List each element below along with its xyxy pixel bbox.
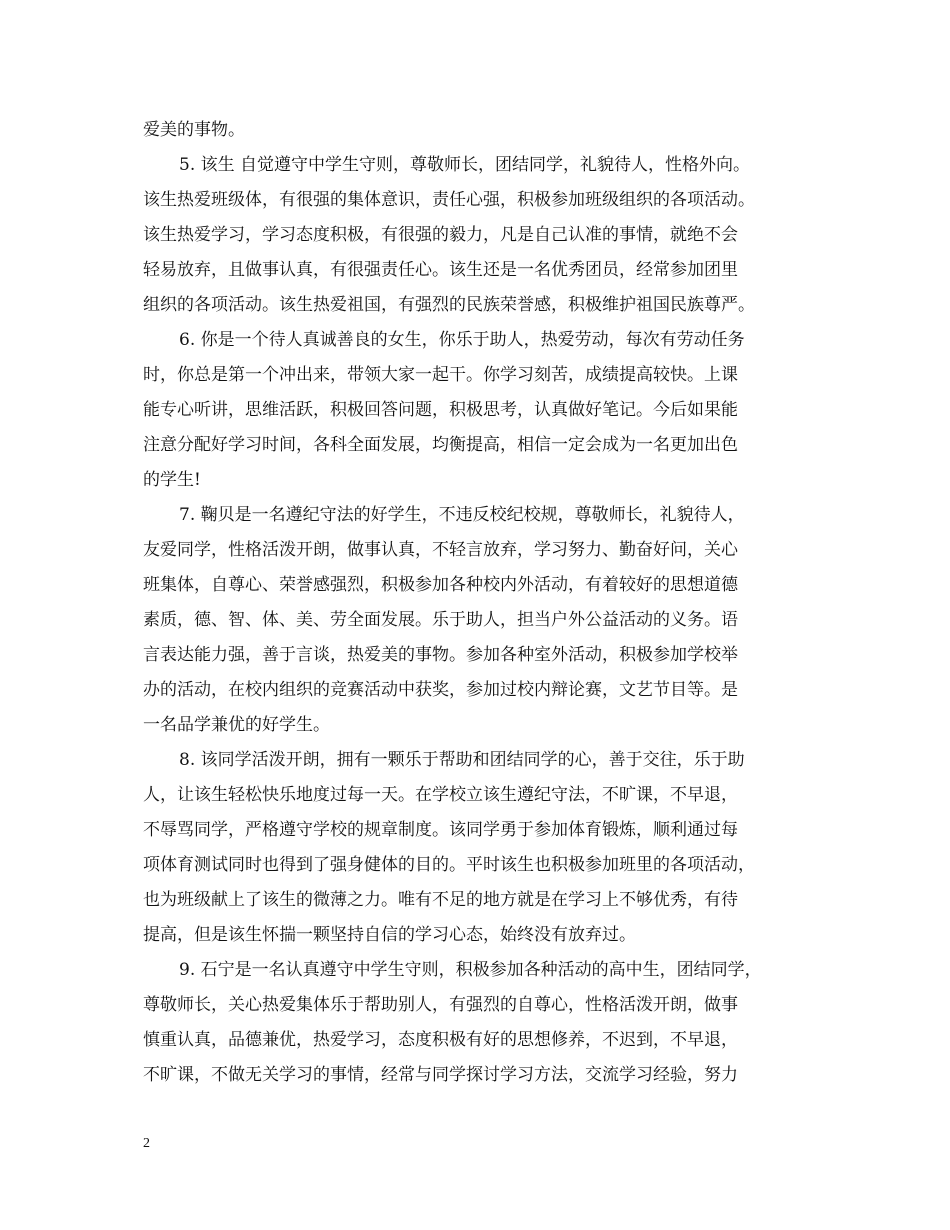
text-line: 该生热爱班级体，有很强的集体意识，责任心强，积极参加班级组织的各项活动。 — [143, 190, 755, 210]
text-line: 提高，但是该生怀揣一颗坚持自信的学习心态，始终没有放弃过。 — [143, 925, 636, 945]
paragraph-7-start: 7. 鞠贝是一名遵纪守法的好学生，不违反校纪校规，尊敬师长，礼貌待人， — [179, 505, 745, 525]
page-number: 2 — [143, 1136, 150, 1151]
body-text — [143, 113, 810, 1093]
text-line: 该生热爱学习，学习态度积极，有很强的毅力，凡是自己认准的事情，就绝不会 — [143, 225, 738, 245]
text-line: 一名品学兼优的好学生。 — [143, 715, 330, 735]
paragraph-9-start: 9. 石宁是一名认真遵守中学生守则，积极参加各种活动的高中生，团结同学， — [179, 960, 762, 980]
paragraph-5-start: 5. 该生 自觉遵守中学生守则，尊敬师长，团结同学，礼貌待人，性格外向。 — [179, 155, 751, 175]
text-line: 也为班级献上了该生的微薄之力。唯有不足的地方就是在学习上不够优秀，有待 — [143, 890, 738, 910]
paragraph-8-start: 8. 该同学活泼开朗，拥有一颗乐于帮助和团结同学的心，善于交往，乐于助 — [179, 750, 745, 770]
text-line: 人，让该生轻松快乐地度过每一天。在学校立该生遵纪守法，不旷课，不早退， — [143, 785, 738, 805]
text-line: 组织的各项活动。该生热爱祖国，有强烈的民族荣誉感，积极维护祖国民族尊严。 — [143, 295, 755, 315]
text-line: 慎重认真，品德兼优，热爱学习，态度积极有好的思想修养，不迟到，不早退， — [143, 1030, 738, 1050]
text-line: 班集体，自尊心、荣誉感强烈，积极参加各种校内外活动，有着较好的思想道德 — [143, 575, 738, 595]
text-line: 注意分配好学习时间，各科全面发展，均衡提高，相信一定会成为一名更加出色 — [143, 435, 738, 455]
text-line: 轻易放弃，且做事认真，有很强责任心。该生还是一名优秀团员，经常参加团里 — [143, 260, 738, 280]
text-line: 友爱同学，性格活泼开朗，做事认真，不轻言放弃，学习努力、勤奋好问，关心 — [143, 540, 738, 560]
text-line: 的学生! — [143, 470, 201, 490]
text-line: 项体育测试同时也得到了强身健体的目的。平时该生也积极参加班里的各项活动， — [143, 855, 755, 875]
text-line: 尊敬师长，关心热爱集体乐于帮助别人，有强烈的自尊心，性格活泼开朗，做事 — [143, 995, 738, 1015]
paragraph-6-start: 6. 你是一个待人真诚善良的女生，你乐于助人，热爱劳动，每次有劳动任务 — [179, 330, 745, 350]
text-line: 时，你总是第一个冲出来，带领大家一起干。你学习刻苦，成绩提高较快。上课 — [143, 365, 738, 385]
text-line: 不旷课，不做无关学习的事情，经常与同学探讨学习方法，交流学习经验，努力 — [143, 1065, 738, 1085]
text-line: 不辱骂同学，严格遵守学校的规章制度。该同学勇于参加体育锻炼，顺利通过每 — [143, 820, 738, 840]
text-line: 能专心听讲，思维活跃，积极回答问题，积极思考，认真做好笔记。今后如果能 — [143, 400, 738, 420]
text-line: 言表达能力强，善于言谈，热爱美的事物。参加各种室外活动，积极参加学校举 — [143, 645, 738, 665]
text-line: 爱美的事物。 — [143, 120, 245, 140]
text-line: 素质，德、智、体、美、劳全面发展。乐于助人，担当户外公益活动的义务。语 — [143, 610, 738, 630]
text-line: 办的活动，在校内组织的竞赛活动中获奖，参加过校内辩论赛，文艺节目等。是 — [143, 680, 738, 700]
